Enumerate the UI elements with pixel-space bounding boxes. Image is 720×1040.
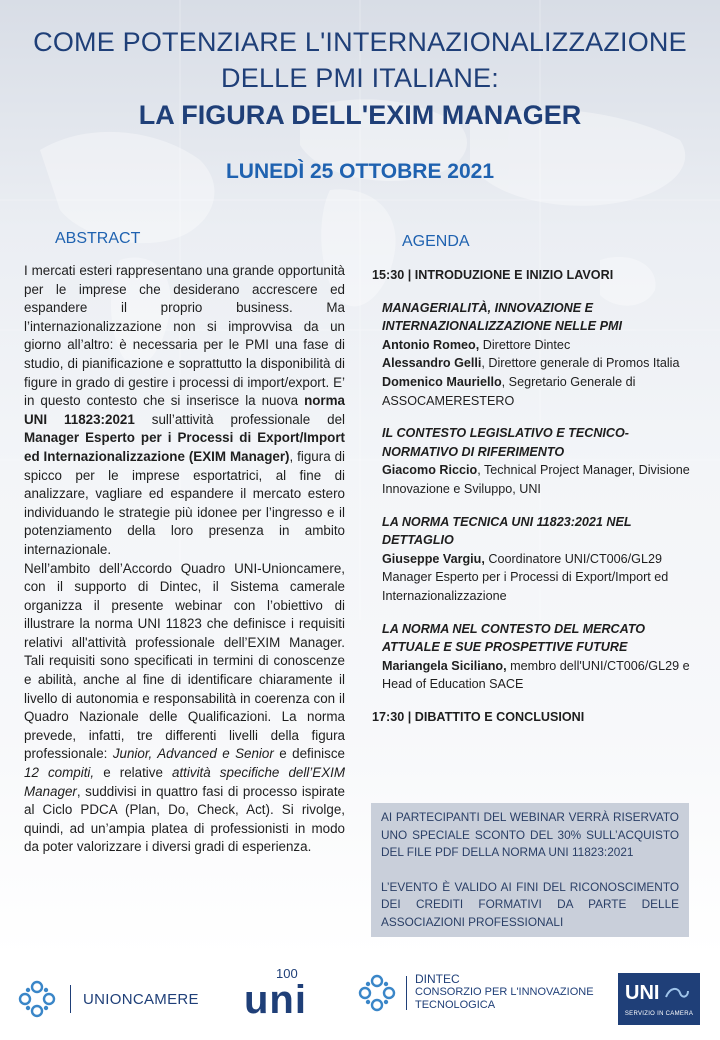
- title-line-3: LA FIGURA DELL'EXIM MANAGER: [138, 100, 582, 130]
- page-title: [0, 24, 720, 134]
- uni-servizio-logo: [618, 973, 700, 1025]
- speaker: [382, 373, 702, 410]
- uni-wordmark: uni: [244, 978, 307, 1022]
- speaker: [382, 550, 702, 606]
- abstract-paragraph-1: [24, 262, 345, 560]
- speaker-role: , Technical Project Manager, Divisione Innovazione e Sviluppo, UNI: [382, 463, 690, 496]
- abstract-bold-run: Manager Esperto per i Processi di Export/Import ed Internazionalizzazione (EXIM Manager): [24, 430, 345, 464]
- speaker-role: membro dell'UNI/CT006/GL29 e Head of Education SACE: [382, 658, 690, 692]
- discount-notice: AI PARTECIPANTI DEL WEBINAR VERRÀ RISERVATO UNO SPECIALE SCONTO DEL 30% SULL’ACQUISTO DEL FILE PDF DELLA NORMA UNI 11823:2021: [381, 810, 679, 859]
- agenda-session: [382, 513, 702, 606]
- abstract-text-run: , figura di spicco per le imprese esportatrici, al fine di analizzare, vagliare ed espandere il mercato estero individuando le strategie più idonee per l’ingresso e il potenziamento della loro presenza in ambito internazionale.: [24, 448, 345, 557]
- uni-servizio-tagline: SERVIZIO IN CAMERA: [624, 1011, 694, 1017]
- session-title: IL CONTESTO LEGISLATIVO E TECNICO-NORMATIVO DI RIFERIMENTO: [382, 426, 629, 459]
- session-title: LA NORMA TECNICA UNI 11823:2021 NEL DETTAGLIO: [382, 514, 632, 548]
- unioncamere-emblem-icon: [16, 978, 58, 1020]
- agenda-list: [372, 266, 702, 740]
- session-title: LA NORMA NEL CONTESTO DEL MERCATO ATTUALE E SUE PROSPETTIVE FUTURE: [382, 621, 646, 655]
- speaker-role: , Direttore generale di Promos Italia: [481, 356, 680, 371]
- speaker: [382, 657, 702, 694]
- abstract-text-run: I mercati esteri rappresentano una grande opportunità per le imprese che desiderano accrescere ed espandere il proprio business. Ma l’internazionalizzazione non si improvvisa da un giorno all’altro: è necessaria per le PMI una fase di studio, di pianificazione e soprattutto la disponibilità di figure in grado di gestire i processi di import/export. E’ in questo contesto che si inserisce la nuova: [24, 263, 345, 409]
- abstract-paragraph-2: [24, 560, 345, 858]
- title-line-2: DELLE PMI ITALIANE:: [221, 63, 499, 93]
- dintec-tagline-1: CONSORZIO PER L'INNOVAZIONE: [415, 986, 594, 998]
- speaker-role: , Segretario Generale di ASSOCAMERESTERO: [382, 374, 636, 408]
- speaker-name: Alessandro Gelli: [382, 356, 482, 371]
- logo-divider: [70, 985, 71, 1013]
- unioncamere-wordmark: UNIONCAMERE: [83, 990, 199, 1008]
- abstract-italic-run: 12 compiti,: [24, 765, 95, 781]
- abstract-text-run: , suddivisi in quattro fasi di processo ispirate al Ciclo PDCA (Plan, Do, Check, Act). Si rivolge, quindi, ad un’ampia platea di professionisti in modo da poter valorizzare i diversi gradi di esperienza.: [24, 783, 345, 855]
- speaker-name: Giacomo Riccio: [382, 463, 478, 478]
- dintec-emblem-icon: [356, 972, 398, 1014]
- uni-anniversary-badge: 100: [276, 966, 298, 981]
- footer-logos: [0, 960, 720, 1040]
- dintec-tagline-2: TECNOLOGICA: [415, 999, 496, 1011]
- agenda-session: [382, 424, 702, 498]
- abstract-italic-run: Junior, Advanced e Senior: [112, 746, 274, 762]
- agenda-heading: AGENDA: [402, 233, 470, 250]
- speaker: [382, 461, 702, 498]
- abstract-text-run: e relative: [94, 765, 173, 781]
- abstract-italic-run: attività specifiche dell’EXIM Manager: [24, 765, 345, 799]
- uni-logo: [244, 966, 324, 1022]
- abstract-text-run: sull’attività professionale del: [134, 411, 345, 427]
- agenda-start-time: 15:30 | INTRODUZIONE E INIZIO LAVORI: [372, 268, 614, 282]
- abstract-text-run: e definisce: [273, 746, 345, 762]
- speaker-role: Direttore Dintec: [479, 337, 571, 352]
- abstract-bold-run: norma UNI 11823:2021: [24, 393, 345, 427]
- logo-divider: [406, 976, 407, 1010]
- agenda-end-time: 17:30 | DIBATTITO E CONCLUSIONI: [372, 709, 585, 724]
- info-box: [371, 803, 689, 937]
- speaker-name: Domenico Mauriello: [382, 374, 502, 389]
- unioncamere-logo: [16, 978, 199, 1020]
- speaker-role: Coordinatore UNI/CT006/GL29 Manager Esperto per i Processi di Export/Import ed Internazionalizzazione: [382, 551, 669, 603]
- abstract-heading: ABSTRACT: [55, 230, 141, 247]
- dintec-wordmark: DINTEC: [415, 972, 460, 986]
- speaker: [382, 336, 702, 355]
- chamber-swirl-icon: [664, 985, 690, 1003]
- speaker-name: Giuseppe Vargiu,: [382, 551, 485, 566]
- dintec-text: [415, 972, 594, 1012]
- speaker-name: Antonio Romeo,: [382, 337, 480, 352]
- speaker-name: Mariangela Siciliano,: [382, 658, 507, 673]
- agenda-session: [382, 299, 702, 411]
- abstract-text: [24, 262, 345, 857]
- dintec-logo: [356, 972, 594, 1014]
- speaker: [382, 354, 702, 373]
- credits-notice: L’EVENTO È VALIDO AI FINI DEL RICONOSCIMENTO DEI CREDITI FORMATIVI DA PARTE DELLE ASSOCIAZIONI PROFESSIONALI: [381, 879, 679, 929]
- title-line-1: COME POTENZIARE L'INTERNAZIONALIZZAZIONE: [33, 27, 687, 57]
- abstract-text-run: Nell’ambito dell’Accordo Quadro UNI-Unioncamere, con il supporto di Dintec, il Sistema camerale organizza il presente webinar con l’obiettivo di illustrare la norma UNI 11823 che definisce i requisiti relativi all'attività professionale dell’EXIM Manager. Tali requisiti sono specificati in termini di conoscenze e abilità, anche al fine di identificare chiaramente il livello di autonomia e responsabilità in coerenza con il Quadro Nazionale delle Qualificazioni. La norma prevede, infatti, tre differenti livelli della figura professionale:: [24, 560, 345, 762]
- agenda-session: [382, 620, 702, 694]
- uni-servizio-wordmark: UNI: [625, 982, 660, 1004]
- session-title: MANAGERIALITÀ, INNOVAZIONE E INTERNAZIONALIZZAZIONE NELLE PMI: [382, 300, 622, 334]
- event-date: LUNEDÌ 25 OTTOBRE 2021: [225, 160, 495, 183]
